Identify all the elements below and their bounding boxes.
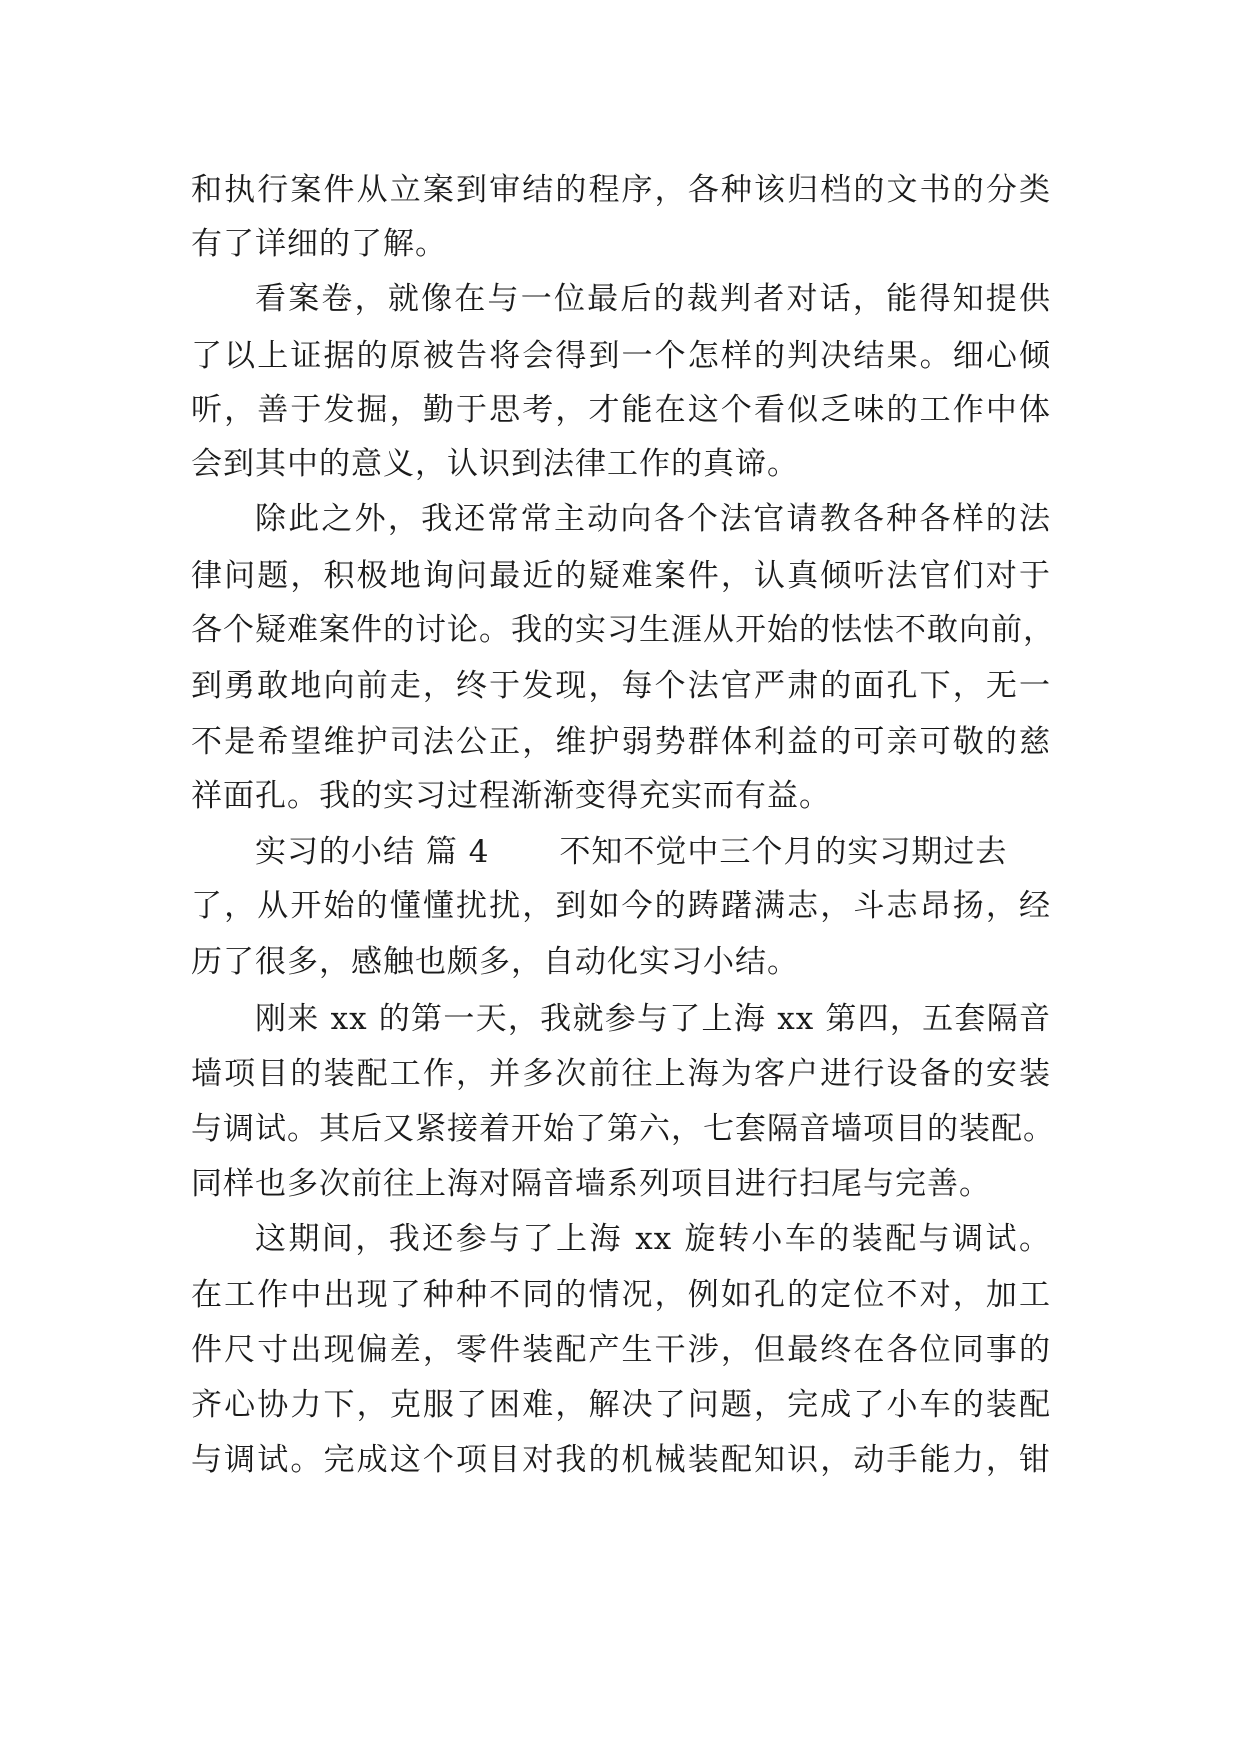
text-line: 和执行案件从立案到审结的程序，各种该归档的文书的分类 bbox=[191, 172, 1051, 208]
text-line: 墙项目的装配工作，并多次前往上海为客户进行设备的安装 bbox=[191, 1056, 1051, 1092]
text-line: 在工作中出现了种种不同的情况，例如孔的定位不对，加工 bbox=[191, 1277, 1051, 1313]
text-line: 不知不觉中三个月的实习期过去 bbox=[559, 834, 1008, 870]
text-line: 到勇敢地向前走，终于发现，每个法官严肃的面孔下，无一 bbox=[191, 668, 1051, 704]
paragraph-first-line: 刚来 xx 的第一天，我就参与了上海 xx 第四，五套隔音 bbox=[255, 1001, 1051, 1037]
section-heading-line bbox=[255, 826, 1051, 878]
text-line: 了，从开始的懂懂扰扰，到如今的踌躇满志，斗志昂扬，经 bbox=[191, 888, 1051, 924]
text-line: 会到其中的意义，认识到法律工作的真谛。 bbox=[191, 446, 799, 482]
paragraph-first-line: 看案卷，就像在与一位最后的裁判者对话，能得知提供 bbox=[255, 281, 1051, 317]
text-line: 与调试。其后又紧接着开始了第六，七套隔音墙项目的装配。 bbox=[191, 1111, 1055, 1147]
text-line: 不是希望维护司法公正，维护弱势群体利益的可亲可敬的慈 bbox=[191, 724, 1051, 760]
section-heading: 实习的小结 篇 4 bbox=[255, 834, 490, 870]
text-line: 件尺寸出现偏差，零件装配产生干涉，但最终在各位同事的 bbox=[191, 1332, 1051, 1368]
text-line: 各个疑难案件的讨论。我的实习生涯从开始的怯怯不敢向前， bbox=[191, 612, 1055, 648]
text-line: 祥面孔。我的实习过程渐渐变得充实而有益。 bbox=[191, 778, 831, 814]
text-line: 听，善于发掘，勤于思考，才能在这个看似乏味的工作中体 bbox=[191, 392, 1051, 428]
text-line: 历了很多，感触也颇多，自动化实习小结。 bbox=[191, 944, 799, 980]
text-line: 齐心协力下，克服了困难，解决了问题，完成了小车的装配 bbox=[191, 1387, 1051, 1423]
text-line: 律问题，积极地询问最近的疑难案件，认真倾听法官们对于 bbox=[191, 558, 1051, 594]
paragraph-first-line: 这期间，我还参与了上海 xx 旋转小车的装配与调试。 bbox=[255, 1221, 1051, 1257]
text-line: 与调试。完成这个项目对我的机械装配知识，动手能力，钳 bbox=[191, 1442, 1051, 1478]
text-line: 同样也多次前往上海对隔音墙系列项目进行扫尾与完善。 bbox=[191, 1166, 991, 1202]
paragraph-first-line: 除此之外，我还常常主动向各个法官请教各种各样的法 bbox=[255, 501, 1051, 537]
text-line: 了以上证据的原被告将会得到一个怎样的判决结果。细心倾 bbox=[191, 338, 1051, 374]
text-line: 有了详细的了解。 bbox=[191, 226, 447, 262]
